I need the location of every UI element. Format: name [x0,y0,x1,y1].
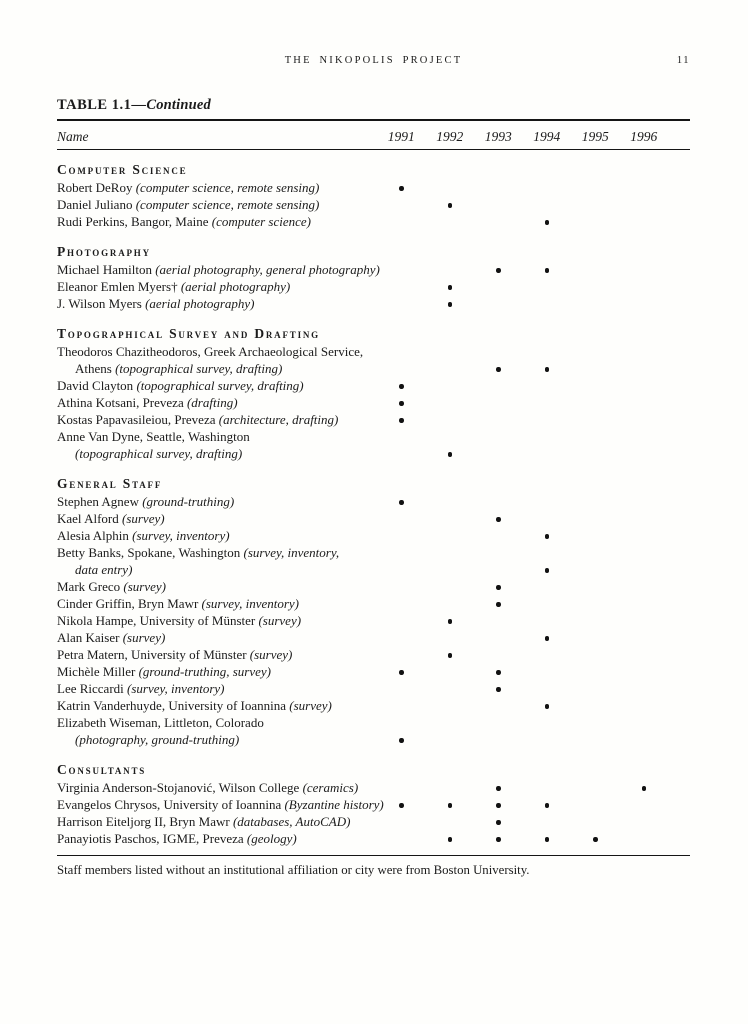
staff-name-cell [57,377,377,394]
staff-name-cell [57,646,377,663]
staff-line-1 [57,411,377,428]
staff-line-1 [57,179,377,196]
year-cell [571,837,620,847]
section-heading: Photography [57,244,151,259]
participation-dot [545,534,550,539]
year-cell [426,619,475,629]
year-cell [474,820,523,830]
staff-line-1 [57,646,377,663]
table-row [57,779,690,796]
table-row [57,295,690,312]
table-row [57,394,690,411]
year-cell [474,367,523,377]
staff-line-1 [57,663,377,680]
staff-name: Panayiotis Paschos, IGME, Preveza [57,831,247,846]
staff-line-1 [57,527,377,544]
year-cell [426,653,475,663]
staff-name-cell [57,295,377,312]
staff-role: (computer science, remote sensing) [135,197,320,212]
staff-name: Betty Banks, Spokane, Washington [57,545,244,560]
staff-line-1 [57,813,377,830]
participation-dot [399,738,404,743]
staff-name-cell [57,411,377,428]
year-cell [377,418,426,428]
staff-name: Katrin Vanderhuyde, University of Ioannina [57,698,290,713]
year-cell [426,285,475,295]
staff-name-cell [57,510,377,527]
participation-dot [545,568,550,573]
year-cell [474,786,523,796]
staff-role: (ground-truthing) [142,494,235,509]
staff-name-cell [57,612,377,629]
staff-name-cell [57,578,377,595]
staff-line-1 [57,213,377,230]
staff-line-1 [57,493,377,510]
staff-name: Kostas Papavasileiou, Preveza [57,412,219,427]
participation-dot [399,384,404,389]
staff-name: Eleanor Emlen Myers† [57,279,181,294]
staff-line-1 [57,510,377,527]
staff-name: Theodoros Chazitheodoros, Greek Archaeological Service, [57,344,364,359]
participation-dot [496,585,501,590]
table-footnote: Staff members listed without an institutional affiliation or city were from Boston University. [57,863,530,877]
staff-role: (topographical survey, drafting) [75,446,243,461]
participation-dot [448,653,453,658]
table-row [57,646,690,663]
table-row [57,680,690,697]
staff-line-1 [57,544,377,561]
participation-dot [545,803,550,808]
staff-name-cell [57,663,377,680]
staff-name-cell [57,179,377,196]
participation-dot [545,837,550,842]
staff-name: Athina Kotsani, Preveza [57,395,187,410]
page-number: 11 [676,55,690,66]
table-row [57,278,690,295]
staff-name: Petra Matern, University of Münster [57,647,250,662]
year-column-header: 1994 [533,129,561,144]
staff-name: Harrison Eiteljorg II, Bryn Mawr [57,814,233,829]
year-cell [426,837,475,847]
staff-name: Stephen Agnew [57,494,143,509]
staff-name-cell [57,697,377,714]
table-row [57,213,690,230]
participation-dot [545,636,550,641]
staff-name: Rudi Perkins, Bangor, Maine [57,214,212,229]
participation-dot [448,302,453,307]
staff-name-cell [57,830,377,847]
table-row [57,796,690,813]
year-cell [426,203,475,213]
table-title-continued: Continued [146,97,212,113]
year-cell [377,803,426,813]
participation-dot [642,786,647,791]
participation-dot [496,803,501,808]
table-row [57,663,690,680]
staff-line-1 [57,428,377,445]
section-heading: General Staff [57,476,163,491]
staff-name-cell [57,714,377,748]
participation-dot [496,786,501,791]
running-header [57,55,690,69]
staff-name-cell [57,595,377,612]
year-cell [523,268,572,278]
table-row [57,629,690,646]
participation-dot [448,452,453,457]
participation-dot [545,220,550,225]
staff-name: Alan Kaiser [57,630,123,645]
year-cell [474,670,523,680]
participation-dot [399,401,404,406]
page-content [57,0,690,878]
participation-dot [496,517,501,522]
year-cell [474,837,523,847]
staff-line-1 [57,714,377,731]
participation-dot [496,268,501,273]
staff-name: Robert DeRoy [57,180,136,195]
staff-name: Nikola Hampe, University of Münster [57,613,259,628]
participation-dot [399,186,404,191]
year-cell [523,534,572,544]
staff-role: (topographical survey, drafting) [115,361,283,376]
staff-name: Michèle Miller [57,664,139,679]
year-cell [426,302,475,312]
staff-role: (architecture, drafting) [218,412,339,427]
staff-name-cell [57,213,377,230]
staff-role: (survey) [123,579,167,594]
year-cell [377,500,426,510]
staff-name: Daniel Juliano [57,197,136,212]
staff-line-1 [57,261,380,278]
year-cell [474,803,523,813]
staff-line-1 [57,629,377,646]
year-cell [377,186,426,196]
year-cell [474,585,523,595]
section-heading: Topographical Survey and Drafting [57,326,320,341]
year-cell [474,602,523,612]
table-row [57,830,690,847]
staff-line-1 [57,196,377,213]
staff-name-cell [57,629,377,646]
staff-line-1 [57,394,377,411]
year-cell [523,367,572,377]
table-row [57,377,690,394]
staff-role: (Byzantine history) [284,797,384,812]
staff-line-2 [57,731,377,748]
table-row [57,612,690,629]
year-column-header: 1995 [581,129,609,144]
staff-role: (computer science) [211,214,312,229]
staff-name: Kael Alford [57,511,122,526]
year-cell [523,568,572,578]
participation-dot [399,803,404,808]
table-row [57,697,690,714]
year-cell [426,803,475,813]
running-header-title: THE NIKOPOLIS PROJECT [284,55,463,66]
participation-dot [496,670,501,675]
staff-name: David Clayton [57,378,137,393]
staff-role: (ceramics) [302,780,359,795]
participation-dot [496,820,501,825]
participation-dot [496,602,501,607]
staff-line-1 [57,377,377,394]
staff-name-cell [57,813,377,830]
staff-role: (survey) [258,613,302,628]
staff-role: (ground-truthing, survey) [138,664,271,679]
staff-role: (databases, AutoCAD) [232,814,351,829]
staff-role: (survey, inventory) [132,528,230,543]
year-cell [523,636,572,646]
staff-name-cell [57,680,377,697]
staff-role: (survey) [249,647,293,662]
staff-name: Lee Riccardi [57,681,128,696]
participation-dot [545,268,550,273]
year-column-header: 1992 [436,129,464,144]
participation-dot [496,837,501,842]
staff-name: Anne Van Dyne, Seattle, Washington [57,429,250,444]
staff-role: (topographical survey, drafting) [136,378,304,393]
staff-name-continued: Athens [75,361,116,376]
staff-role: (survey) [122,630,166,645]
staff-role: (survey, inventory, [243,545,340,560]
staff-role: (geology) [246,831,297,846]
table-row [57,196,690,213]
table-header-rule [57,149,690,150]
staff-name-cell [57,343,377,377]
staff-name: Michael Hamilton [57,262,156,277]
table-title-prefix: TABLE 1.1— [57,97,147,113]
table-section [57,475,690,748]
staff-role: (survey, inventory) [127,681,225,696]
name-column-header: Name [57,129,89,144]
table-section [57,325,690,462]
staff-line-1 [57,796,384,813]
staff-line-1 [57,830,377,847]
staff-name: Evangelos Chrysos, University of Ioannina [57,797,285,812]
staff-line-1 [57,612,377,629]
year-cell [474,517,523,527]
participation-dot [448,285,453,290]
table-row [57,813,690,830]
year-cell [377,670,426,680]
staff-role: (aerial photography, general photography) [155,262,380,277]
table-section [57,161,690,230]
year-cell [474,687,523,697]
staff-line-1 [57,779,377,796]
participation-dot [448,619,453,624]
year-cell [523,803,572,813]
participation-dot [545,367,550,372]
year-cell [377,384,426,394]
table-row [57,411,690,428]
table-section [57,761,690,847]
staff-line-1 [57,595,377,612]
staff-line-1 [57,680,377,697]
table-bottom-rule [57,855,690,856]
year-column-header: 1993 [484,129,512,144]
staff-name: Alesia Alphin [57,528,133,543]
section-heading: Computer Science [57,162,188,177]
table-row [57,493,690,510]
participation-dot [399,500,404,505]
staff-name-cell [57,394,377,411]
staff-name-cell [57,544,377,578]
staff-role: (survey) [289,698,332,713]
table-row [57,544,690,578]
participation-dot [593,837,598,842]
staff-line-2 [57,445,377,462]
participation-dot [399,670,404,675]
table-row [57,527,690,544]
staff-line-2 [57,561,377,578]
staff-line-1 [57,697,377,714]
table-title [57,97,690,114]
staff-role: (photography, ground-truthing) [75,732,240,747]
table-row [57,428,690,462]
participation-dot [448,837,453,842]
year-cell [377,401,426,411]
staff-name: Virginia Anderson-Stojanović, Wilson College [57,780,303,795]
table-row [57,714,690,748]
staff-line-2 [57,360,377,377]
staff-name-cell [57,278,377,295]
year-column-header: 1991 [387,129,415,144]
participation-dot [496,687,501,692]
table-header-row [57,121,690,149]
table-row [57,261,690,278]
staff-name: J. Wilson Myers [57,296,146,311]
year-cell [620,786,669,796]
staff-name: Cinder Griffin, Bryn Mawr [57,596,202,611]
staff-name-cell [57,796,384,813]
staff-line-1 [57,278,377,295]
year-cell [474,268,523,278]
staff-role: (aerial photography) [145,296,255,311]
participation-dot [448,803,453,808]
staff-role: (survey) [121,511,165,526]
year-cell [523,220,572,230]
staff-role: (drafting) [186,395,238,410]
table-row [57,343,690,377]
section-heading: Consultants [57,762,147,777]
staff-line-1 [57,295,377,312]
year-cell [523,837,572,847]
table-row [57,595,690,612]
staff-line-1 [57,578,377,595]
participation-dot [496,367,501,372]
staff-role: (survey, inventory) [201,596,300,611]
staff-role: (computer science, remote sensing) [135,180,320,195]
staff-line-1 [57,343,377,360]
table-row [57,578,690,595]
staff-name-cell [57,261,380,278]
staff-name: Mark Greco [57,579,124,594]
table-row [57,510,690,527]
table-section [57,243,690,312]
staff-name-cell [57,779,377,796]
participation-dot [448,203,453,208]
staff-name: Elizabeth Wiseman, Littleton, Colorado [57,715,264,730]
staff-name-cell [57,527,377,544]
table-row [57,179,690,196]
staff-name-cell [57,428,377,462]
staff-role: (aerial photography) [180,279,291,294]
staff-name-cell [57,493,377,510]
staff-name-cell [57,196,377,213]
table-body [57,161,690,847]
participation-dot [399,418,404,423]
participation-dot [545,704,550,709]
year-cell [426,452,475,462]
year-cell [377,738,426,748]
staff-role: data entry) [75,562,133,577]
year-cell [523,704,572,714]
year-column-header: 1996 [630,129,658,144]
